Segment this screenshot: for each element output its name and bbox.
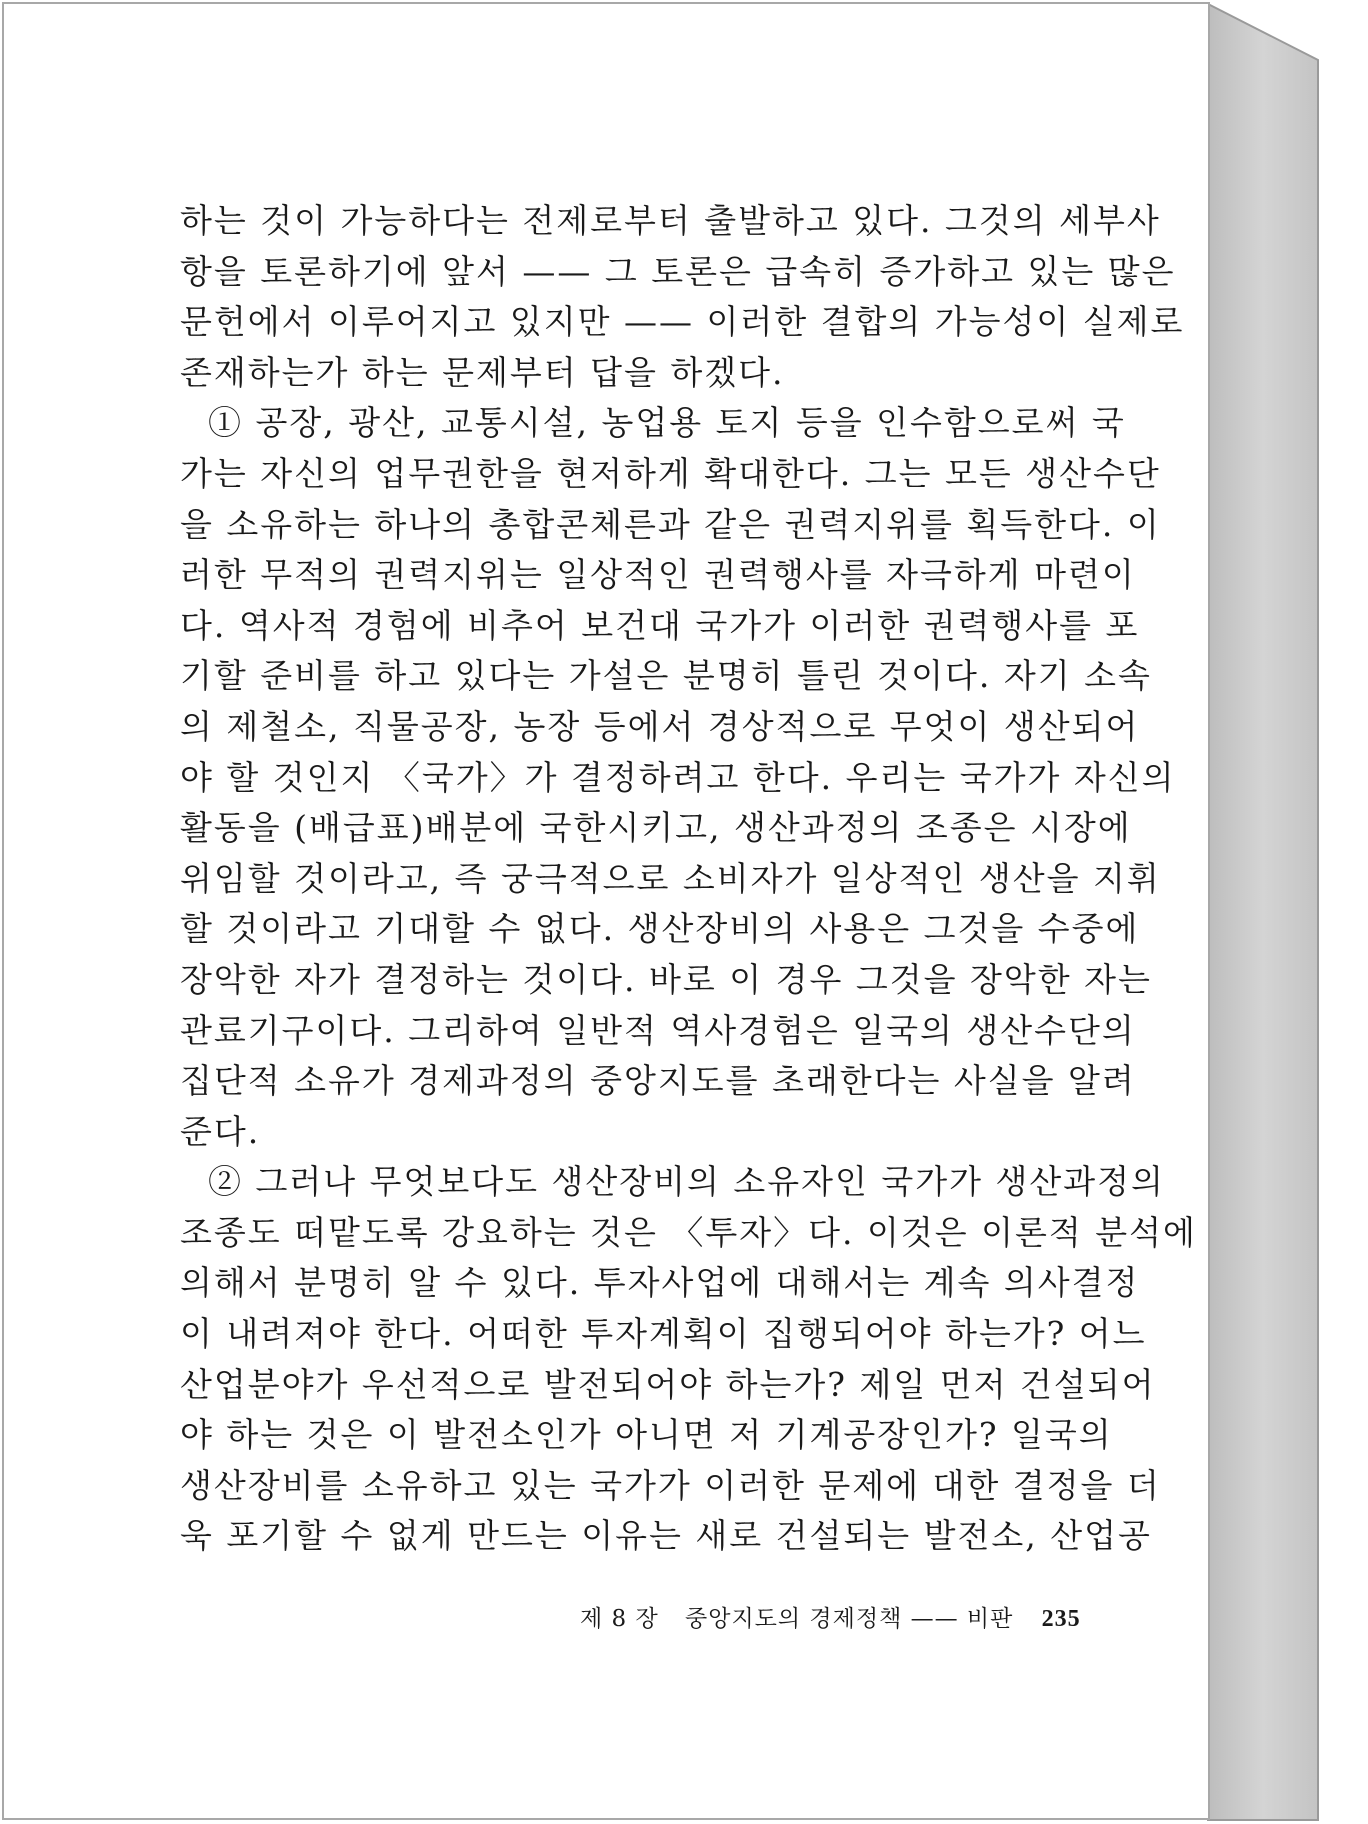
text-line: 활동을 (배급표)배분에 국한시키고, 생산과정의 조종은 시장에 xyxy=(180,808,1132,848)
text-line: 을 소유하는 하나의 총합콘체른과 같은 권력지위를 획득한다. 이 xyxy=(180,504,1161,544)
text-line: 할 것이라고 기대할 수 없다. 생산장비의 사용은 그것을 수중에 xyxy=(180,909,1140,949)
footer-title: 중앙지도의 경제정책 —— 비판 xyxy=(685,1606,1014,1632)
text-line: 집단적 소유가 경제과정의 중앙지도를 초래한다는 사실을 알려 xyxy=(180,1061,1136,1101)
text-line: 야 하는 것은 이 발전소인가 아니면 저 기계공장인가? 일국의 xyxy=(180,1415,1113,1455)
page-number: 235 xyxy=(1041,1606,1081,1632)
text-line: 다. 역사적 경험에 비추어 보건대 국가가 이러한 권력행사를 포 xyxy=(180,605,1140,645)
text-line: 의 제철소, 직물공장, 농장 등에서 경상적으로 무엇이 생산되어 xyxy=(180,706,1140,746)
text-line: 의해서 분명히 알 수 있다. 투자사업에 대해서는 계속 의사결정 xyxy=(180,1263,1140,1303)
text-line: 관료기구이다. 그리하여 일반적 역사경험은 일국의 생산수단의 xyxy=(180,1010,1136,1050)
text-line: 야 할 것인지 〈국가〉가 결정하려고 한다. 우리는 국가가 자신의 xyxy=(180,757,1176,797)
text-line: 러한 무적의 권력지위는 일상적인 권력행사를 자극하게 마련이 xyxy=(180,555,1136,595)
text-line: 욱 포기할 수 없게 만드는 이유는 새로 건설되는 발전소, 산업공 xyxy=(180,1516,1152,1556)
text-line: 항을 토론하기에 앞서 —— 그 토론은 급속히 증가하고 있는 많은 xyxy=(180,251,1176,291)
text-line: 위임할 것이라고, 즉 궁극적으로 소비자가 일상적인 생산을 지휘 xyxy=(180,858,1161,898)
text-line: ① 공장, 광산, 교통시설, 농업용 토지 등을 인수함으로써 국 xyxy=(208,403,1126,443)
body-text xyxy=(180,196,1197,1562)
text-line: 기할 준비를 하고 있다는 가설은 분명히 틀린 것이다. 자기 소속 xyxy=(180,656,1152,696)
text-line: 조종도 떠맡도록 강요하는 것은 〈투자〉다. 이것은 이론적 분석에 xyxy=(180,1212,1197,1252)
text-line: 장악한 자가 결정하는 것이다. 바로 이 경우 그것을 장악한 자는 xyxy=(180,959,1152,999)
text-line: 산업분야가 우선적으로 발전되어야 하는가? 제일 먼저 건설되어 xyxy=(180,1364,1156,1404)
running-footer xyxy=(580,1600,1080,1633)
text-line: 준다. xyxy=(180,1111,261,1151)
footer-chapter: 제 8 장 xyxy=(580,1606,659,1632)
text-line: 생산장비를 소유하고 있는 국가가 이러한 문제에 대한 결정을 더 xyxy=(180,1465,1161,1505)
text-line: 문헌에서 이루어지고 있지만 —— 이러한 결합의 가능성이 실제로 xyxy=(180,302,1185,342)
text-line: 이 내려져야 한다. 어떠한 투자계획이 집행되어야 하는가? 어느 xyxy=(180,1314,1147,1354)
text-line: 가는 자신의 업무권한을 현저하게 확대한다. 그는 모든 생산수단 xyxy=(180,453,1161,493)
text-line: 존재하는가 하는 문제부터 답을 하겠다. xyxy=(180,352,785,392)
text-line: 하는 것이 가능하다는 전제로부터 출발하고 있다. 그것의 세부사 xyxy=(180,201,1161,240)
text-line: ② 그러나 무엇보다도 생산장비의 소유자인 국가가 생산과정의 xyxy=(208,1162,1165,1202)
